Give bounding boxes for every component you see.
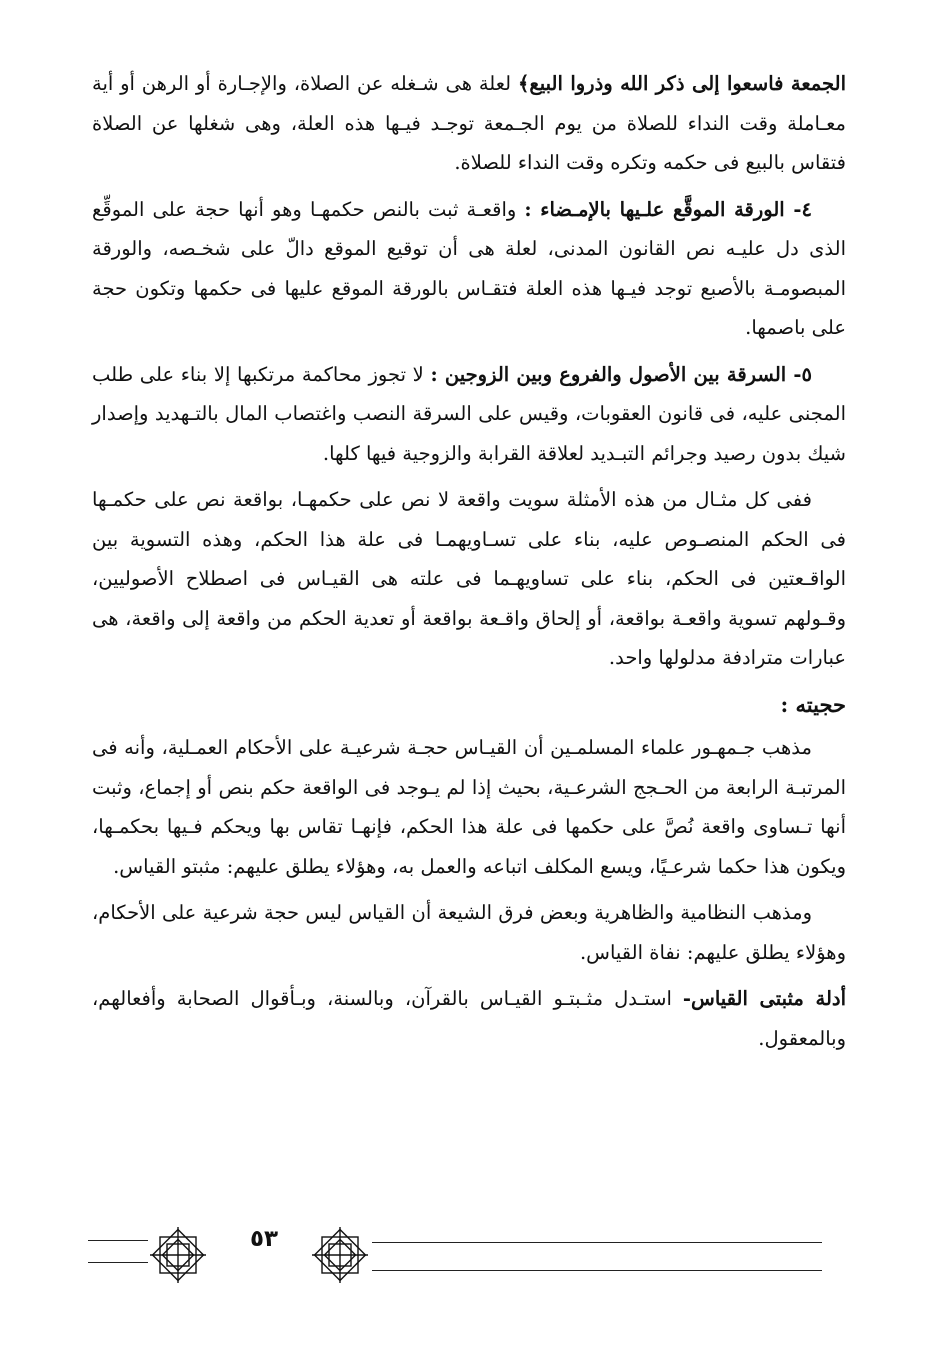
- evidence-title: أدلة مثبتى القياس-: [682, 987, 847, 1010]
- paragraph-text: استـدل مثـبتـو القيـاس بالقرآن، وبالسنة، وبـأقوال الصحابة وأفعالهم، وبالمعقول.: [92, 987, 846, 1050]
- section-heading-authority: حجيته :: [780, 691, 846, 717]
- page-footer: [0, 1228, 930, 1288]
- item-5-title: ٥- السرقة بين الأصول والفروع وبين الزوجين :: [430, 362, 812, 386]
- page-body: [92, 64, 846, 1065]
- footer-rule: [88, 1240, 148, 1241]
- footer-rule: [88, 1262, 148, 1263]
- paragraph-majority-view: مذهب جـمهـور علماء المسلمـين أن القيـاس حجـة شرعيـة على الأحكام العمـلية، وأنه فى المرتبـة الرابعة من الحـجج الشرعـية، بحيث إذا لم يـوجد فى الواقعة حكم بنص أو إجماع، وثبت أنها تـساوى واقعة نُصَّ على حكمها فى علة هذا الحكم، فإنهـا تقاس بها ويحكم فـيها بحكمـها، ويكون هذا حكما شرعـيًا، ويسع المكلف اتباعه والعمل به، وهؤلاء يطلق عليهم: مثبتو القياس.: [92, 736, 846, 878]
- quran-quote: الجمعة فاسعوا إلى ذكر الله وذروا البيع﴾: [517, 72, 846, 95]
- page-number: ٥٣: [249, 1226, 279, 1252]
- paragraph-qiyas-definition: ففى كل مثـال من هذه الأمثلة سويت واقعة لا نص على حكمهـا، بواقعة نص على حكمـها فى الحكم المنصـوص عليه، بناء على تسـاويهمـا فى علة هذا الحكم، وهذه التسوية بين الواقـعتين فى الحكم، بناء على تساويهـما فى علته هى القيـاس فى اصطلاح الأصوليين، وقـولهم تسوية واقعـة بواقعة، أو إلحاق واقـعة بواقعة أو تعدية الحكم من واقعة إلى واقعة، هى عبارات مترادفة مدلولها واحد.: [92, 488, 846, 669]
- paragraph-opposing-view: ومذهب النظامية والظاهرية وبعض فرق الشيعة أن القياس ليس حجة شرعية على الأحكام، وهؤلاء يطلق عليهم: نفاة القياس.: [92, 901, 846, 964]
- paragraph-text: واقعـة ثبت بالنص حكمهـا وهو أنها حجة على الموقِّع الذى دل عليـه نص القانون المدنى، لعلة هى أن توقيع الموقع دالّ على شخـصه، والورقة المبصومـة بالأصبع توجد فيـها هذه العلة فتقـاس بالورقة الموقع عليها فى حكمها وتكون حجة على باصمها.: [92, 197, 846, 339]
- eight-point-star-ornament-icon: [146, 1226, 210, 1284]
- item-4-title: ٤- الورقة الموقَّع علـيها بالإمـضاء :: [524, 197, 812, 221]
- footer-rule: [372, 1242, 822, 1243]
- paragraph-friday-trade: [92, 64, 846, 183]
- paragraph-evidence: [92, 979, 846, 1058]
- eight-point-star-ornament-icon: [308, 1226, 372, 1284]
- paragraph-text: لا تجوز محاكمة مرتكبها إلا بناء على طلب المجنى عليه، فى قانون العقوبات، وقيس على السرقة النصب واغتصاب المال بالتـهديد وإصدار شيك بدون رصيد وجرائم التبـديد لعلاقة القرابة والزوجية فيها كلها.: [92, 362, 846, 465]
- paragraph-signed-paper: [92, 190, 846, 348]
- footer-rule: [372, 1270, 822, 1271]
- paragraph-theft-relatives: [92, 355, 846, 474]
- paragraph-text: لعلة هى شـغله عن الصلاة، والإجـارة أو الرهن أو أية معـاملة وقت النداء للصلاة من يوم الجـمعة توجـد فيـها هذه العلة، وهى شغلها عن الصلاة فتقاس بالبيع فى حكمه وتكره وقت النداء للصلاة.: [92, 72, 846, 174]
